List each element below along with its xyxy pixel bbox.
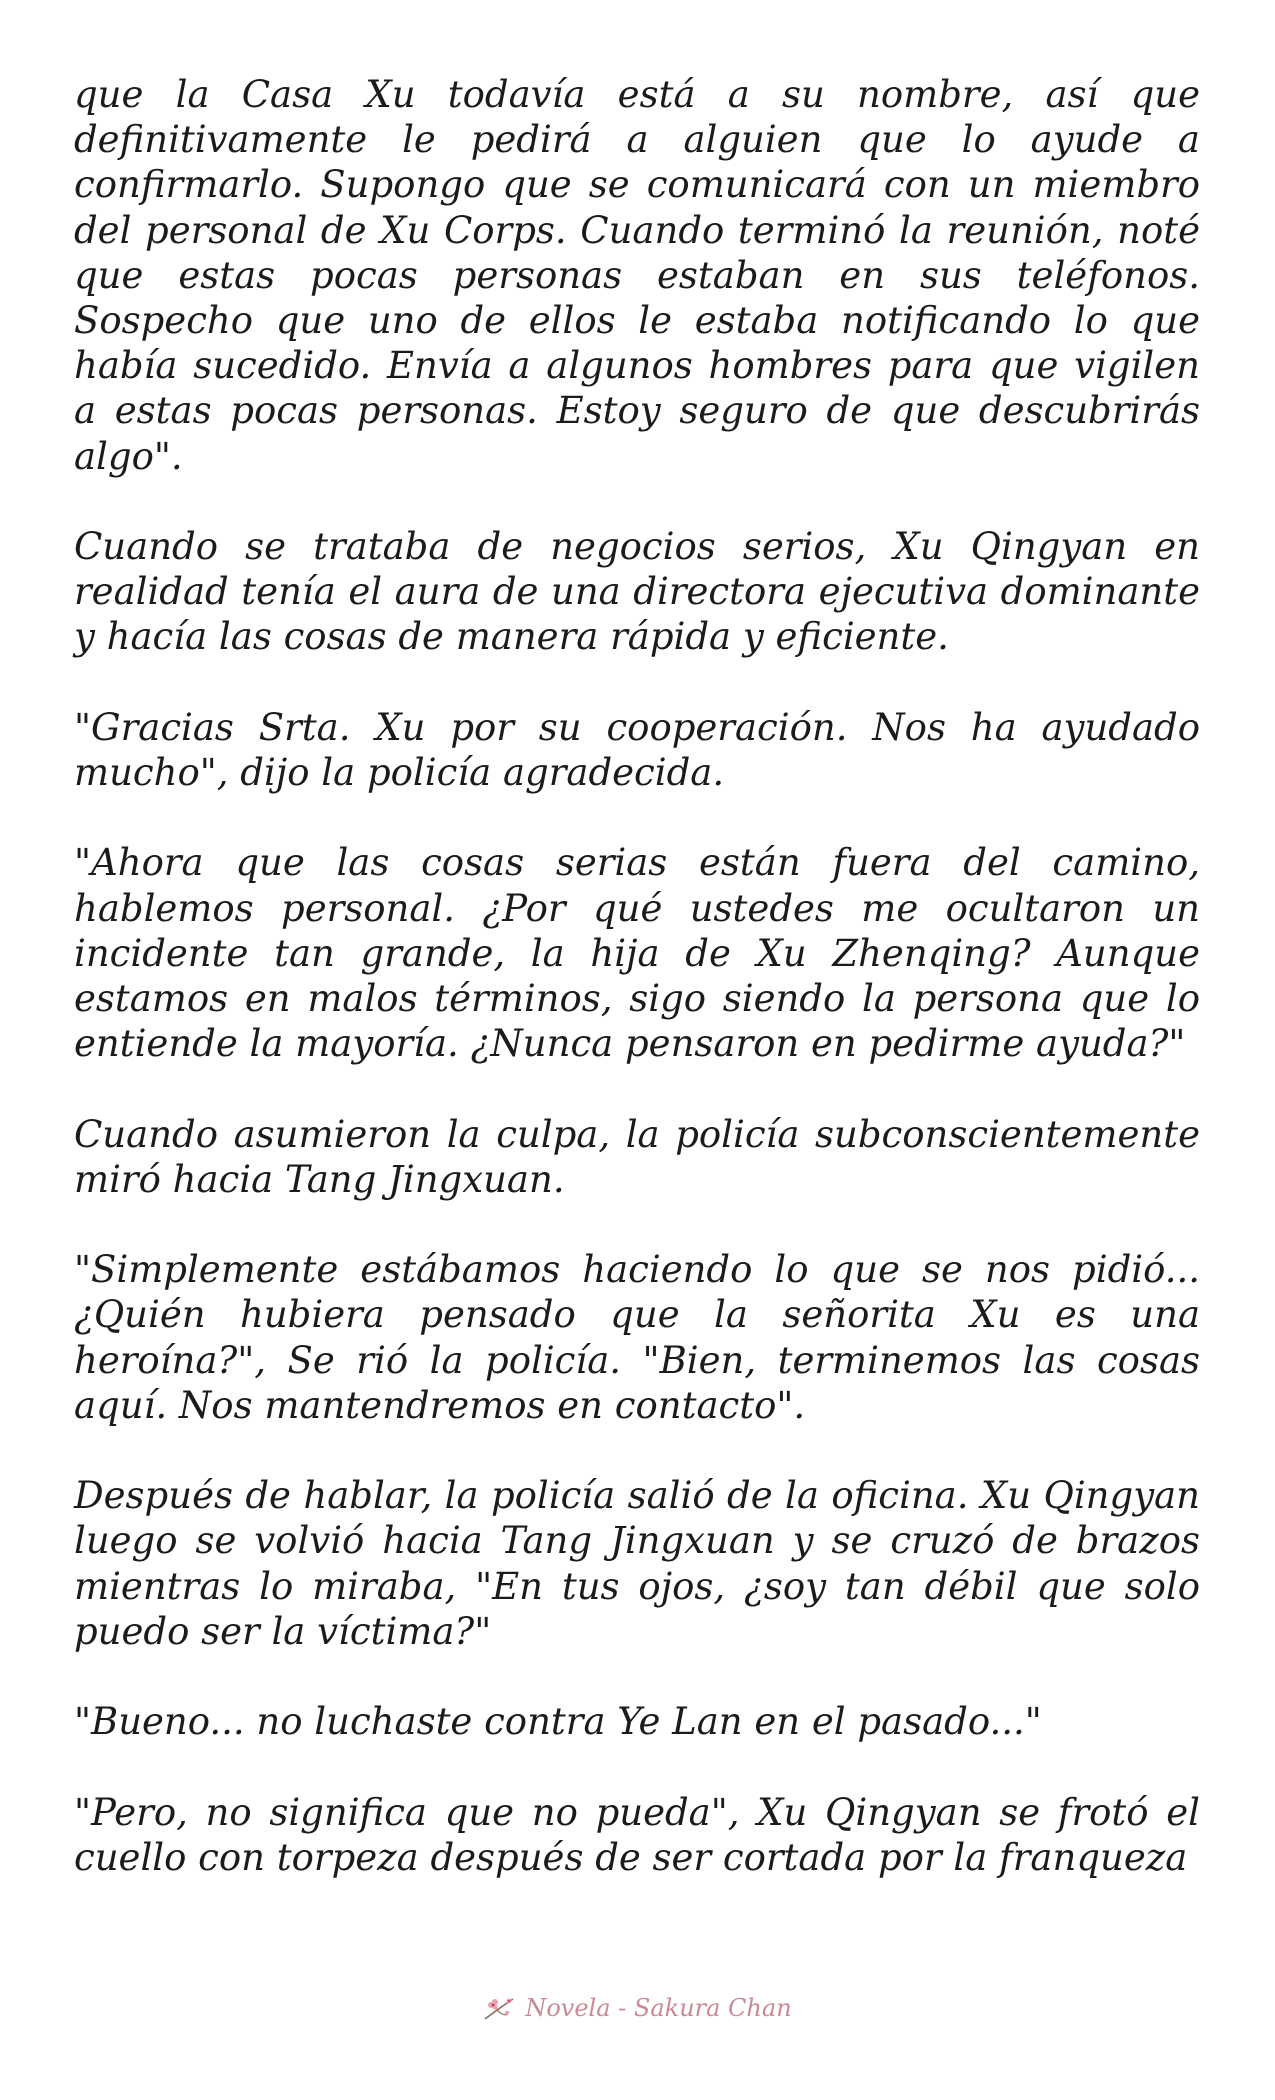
sakura-branch-icon (483, 1993, 517, 2023)
paragraph: que la Casa Xu todavía está a su nombre, así que definitivamente le pedirá a alguien que lo ayude a confirmarlo. Supongo que se comunicará con un miembro del personal de Xu Corps. Cuando terminó la reunión, noté que estas pocas personas estaban en sus teléfonos. Sospecho que uno de ellos le estaba notificando lo que había sucedido. Envía a algunos hombres para que vigilen a estas pocas personas. Estoy seguro de que descubrirás algo". (74, 73, 1200, 478)
paragraph: "Pero, no significa que no pueda", Xu Qingyan se frotó el cuello con torpeza después de ser cortada por la franqueza (74, 1790, 1200, 1879)
paragraph: Cuando se trataba de negocios serios, Xu Qingyan en realidad tenía el aura de una directora ejecutiva dominante y hacía las cosas de manera rápida y eficiente. (74, 525, 1200, 659)
document-body (74, 72, 1200, 1925)
paragraph: "Simplemente estábamos haciendo lo que se nos pidió... ¿Quién hubiera pensado que la señorita Xu es una heroína?", Se rió la policía. "Bien, terminemos las cosas aquí. Nos mantendremos en contacto". (74, 1248, 1200, 1427)
watermark (0, 1988, 1275, 2028)
watermark-text: Novela - Sakura Chan (525, 1994, 792, 2022)
paragraph: Después de hablar, la policía salió de la oficina. Xu Qingyan luego se volvió hacia Tang Jingxuan y se cruzó de brazos mientras lo miraba, "En tus ojos, ¿soy tan débil que solo puedo ser la víctima?" (74, 1474, 1200, 1653)
paragraph: Cuando asumieron la culpa, la policía subconscientemente miró hacia Tang Jingxuan. (74, 1112, 1200, 1201)
paragraph: "Bueno... no luchaste contra Ye Lan en el pasado..." (74, 1700, 1042, 1744)
paragraph: "Ahora que las cosas serias están fuera del camino, hablemos personal. ¿Por qué ustedes me ocultaron un incidente tan grande, la hija de Xu Zhenqing? Aunque estamos en malos términos, sigo siendo la persona que lo entiende la mayoría. ¿Nunca pensaron en pedirme ayuda?" (74, 841, 1200, 1066)
paragraph: "Gracias Srta. Xu por su cooperación. Nos ha ayudado mucho", dijo la policía agradecida. (74, 705, 1200, 795)
